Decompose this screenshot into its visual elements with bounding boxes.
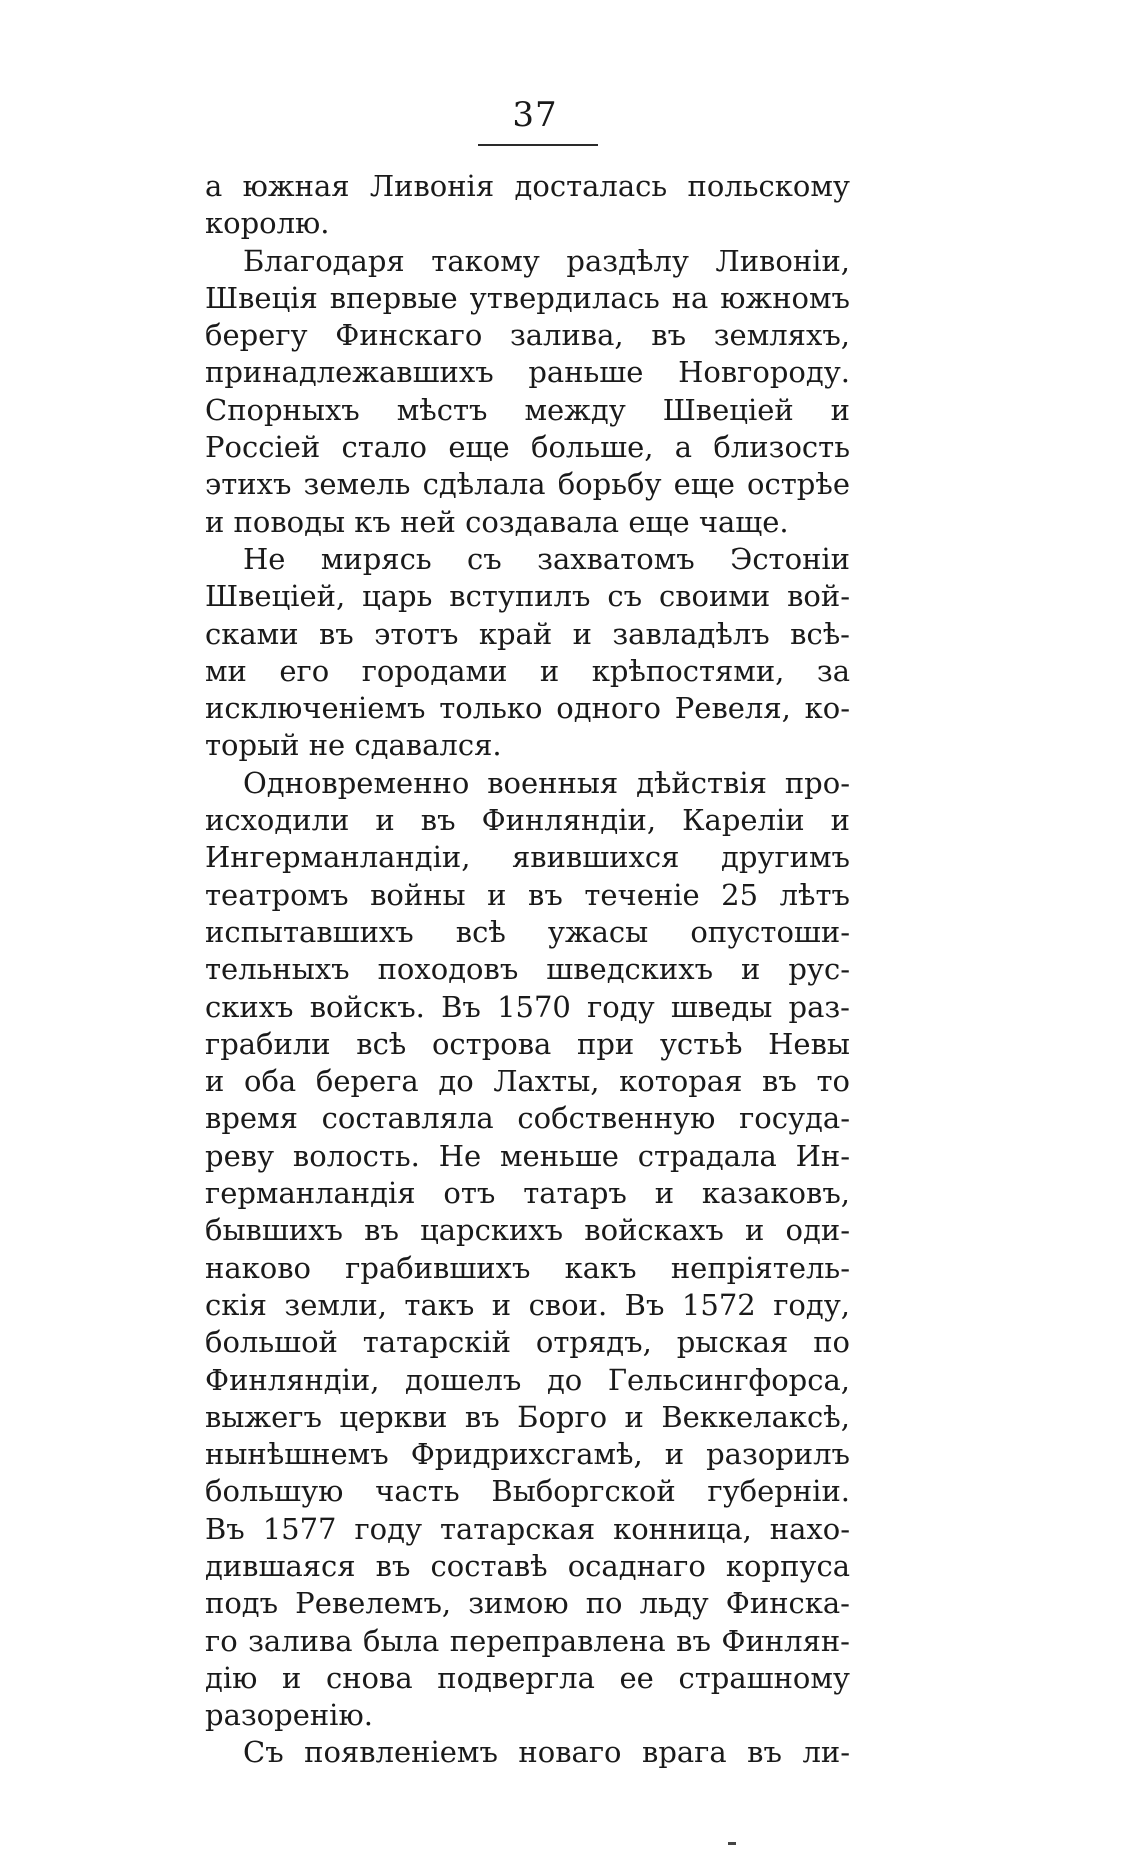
text-line: Ингерманландіи, явившихся другимъ: [205, 840, 850, 875]
text-line: Благодаря такому раздѣлу Ливоніи,: [243, 243, 850, 278]
text-line: реву волость. Не меньше страдала Ин-: [205, 1138, 850, 1173]
text-line: Швеціей, царь вступилъ съ своими вой-: [205, 579, 850, 614]
text-line: бывшихъ въ царскихъ войскахъ и оди-: [205, 1213, 850, 1248]
text-line: большой татарскій отрядъ, рыская по: [205, 1325, 850, 1360]
text-line: выжегъ церкви въ Борго и Веккелаксѣ,: [205, 1399, 850, 1434]
text-line: Швеція впервые утвердилась на южномъ: [205, 280, 850, 315]
text-line: берегу Финскаго залива, въ земляхъ,: [205, 318, 850, 353]
text-line: германландія отъ татаръ и казаковъ,: [205, 1176, 850, 1211]
text-line: Не мирясь съ захватомъ Эстоніи: [243, 541, 850, 576]
page-number-rule: [478, 144, 598, 146]
text-line: и поводы къ ней создавала еще чаще.: [205, 504, 789, 539]
body-text: [205, 168, 850, 1772]
text-line: испытавшихъ всѣ ужасы опустоши-: [205, 914, 850, 949]
text-line: го залива была переправлена въ Финлян-: [205, 1623, 850, 1658]
text-line: разоренію.: [205, 1698, 373, 1733]
text-line: торый не сдавался.: [205, 728, 502, 763]
text-line: грабили всѣ острова при устьѣ Невы: [205, 1026, 850, 1061]
text-line: Россіей стало еще больше, а близость: [205, 430, 850, 465]
text-line: сками въ этотъ край и завладѣлъ всѣ-: [205, 616, 850, 651]
text-line: Финляндіи, дошелъ до Гельсингфорса,: [205, 1362, 850, 1397]
text-line: Одновременно военныя дѣйствія про-: [243, 765, 850, 800]
text-line: принадлежавшихъ раньше Новгороду.: [205, 355, 850, 390]
text-line: тельныхъ походовъ шведскихъ и рус-: [205, 952, 850, 987]
text-line: дившаяся въ составѣ осаднаго корпуса: [205, 1548, 850, 1583]
text-line: королю.: [205, 206, 330, 241]
text-line: подъ Ревелемъ, зимою по льду Финска-: [205, 1586, 850, 1621]
text-line: дію и снова подвергла ее страшному: [205, 1660, 850, 1695]
text-line: исходили и въ Финляндіи, Кареліи и: [205, 803, 850, 838]
print-speck: [728, 1842, 736, 1845]
text-line: большую часть Выборгской губерніи.: [205, 1474, 850, 1509]
text-line: время составляла собственную госуда-: [205, 1101, 850, 1136]
text-line: Съ появленіемъ новаго врага въ ли-: [243, 1735, 850, 1770]
text-line: этихъ земель сдѣлала борьбу еще острѣе: [205, 467, 850, 502]
text-line: театромъ войны и въ теченіе 25 лѣтъ: [205, 877, 850, 912]
text-line: ми его городами и крѣпостями, за: [205, 653, 850, 688]
text-line: и оба берега до Лахты, которая въ то: [205, 1064, 850, 1099]
text-line: исключеніемъ только одного Ревеля, ко-: [205, 691, 850, 726]
text-line: а южная Ливонія досталась польскому: [205, 169, 850, 203]
text-line: скія земли, такъ и свои. Въ 1572 году,: [205, 1287, 850, 1322]
page-number: 37: [512, 95, 558, 135]
text-line: Спорныхъ мѣстъ между Швеціей и: [205, 392, 850, 427]
text-line: скихъ войскъ. Въ 1570 году шведы раз-: [205, 989, 850, 1024]
text-line: наково грабившихъ какъ непріятель-: [205, 1250, 850, 1285]
text-line: нынѣшнемъ Фридрихсгамѣ, и разорилъ: [205, 1437, 850, 1472]
text-line: Въ 1577 году татарская конница, нахо-: [205, 1511, 850, 1546]
